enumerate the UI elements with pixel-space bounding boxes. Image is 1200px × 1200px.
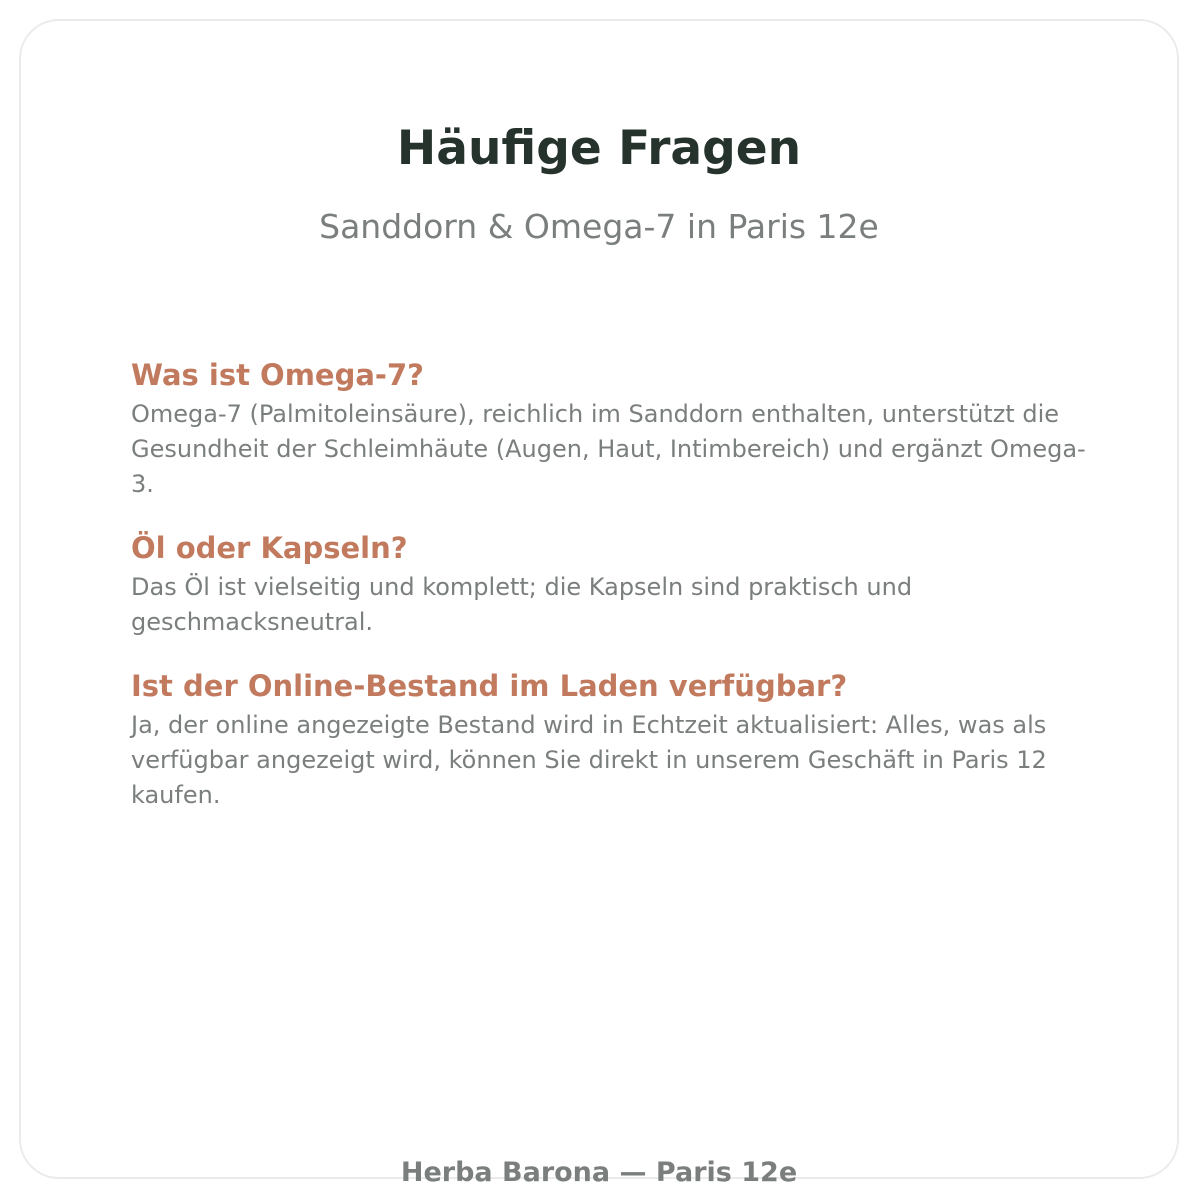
faq-list [131, 353, 1091, 837]
faq-question: Was ist Omega-7? [131, 358, 424, 392]
page-title: Häufige Fragen [396, 121, 802, 176]
faq-answer: Omega-7 (Palmitoleinsäure), reichlich im Sanddorn enthalten, unterstützt die Gesundheit der Schleimhäute (Augen, Haut, Intimbereich) und ergänzt Omega-3. [131, 400, 1086, 498]
faq-item [131, 526, 1091, 640]
faq-item [131, 353, 1091, 502]
footer-brand: Herba Barona — Paris 12e [400, 1157, 798, 1188]
faq-card [19, 19, 1179, 1188]
faq-question: Öl oder Kapseln? [131, 531, 408, 565]
faq-item [131, 664, 1091, 813]
faq-answer: Das Öl ist vielseitig und komplett; die Kapseln sind praktisch und geschmacksneutral. [131, 573, 913, 636]
faq-answer: Ja, der online angezeigte Bestand wird in Echtzeit aktualisiert: Alles, was als verfügbar angezeigt wird, können Sie direkt in unserem Geschäft in Paris 12 kaufen. [131, 711, 1047, 809]
page-subtitle: Sanddorn & Omega-7 in Paris 12e [319, 207, 879, 246]
faq-question: Ist der Online-Bestand im Laden verfügbar? [131, 669, 848, 703]
